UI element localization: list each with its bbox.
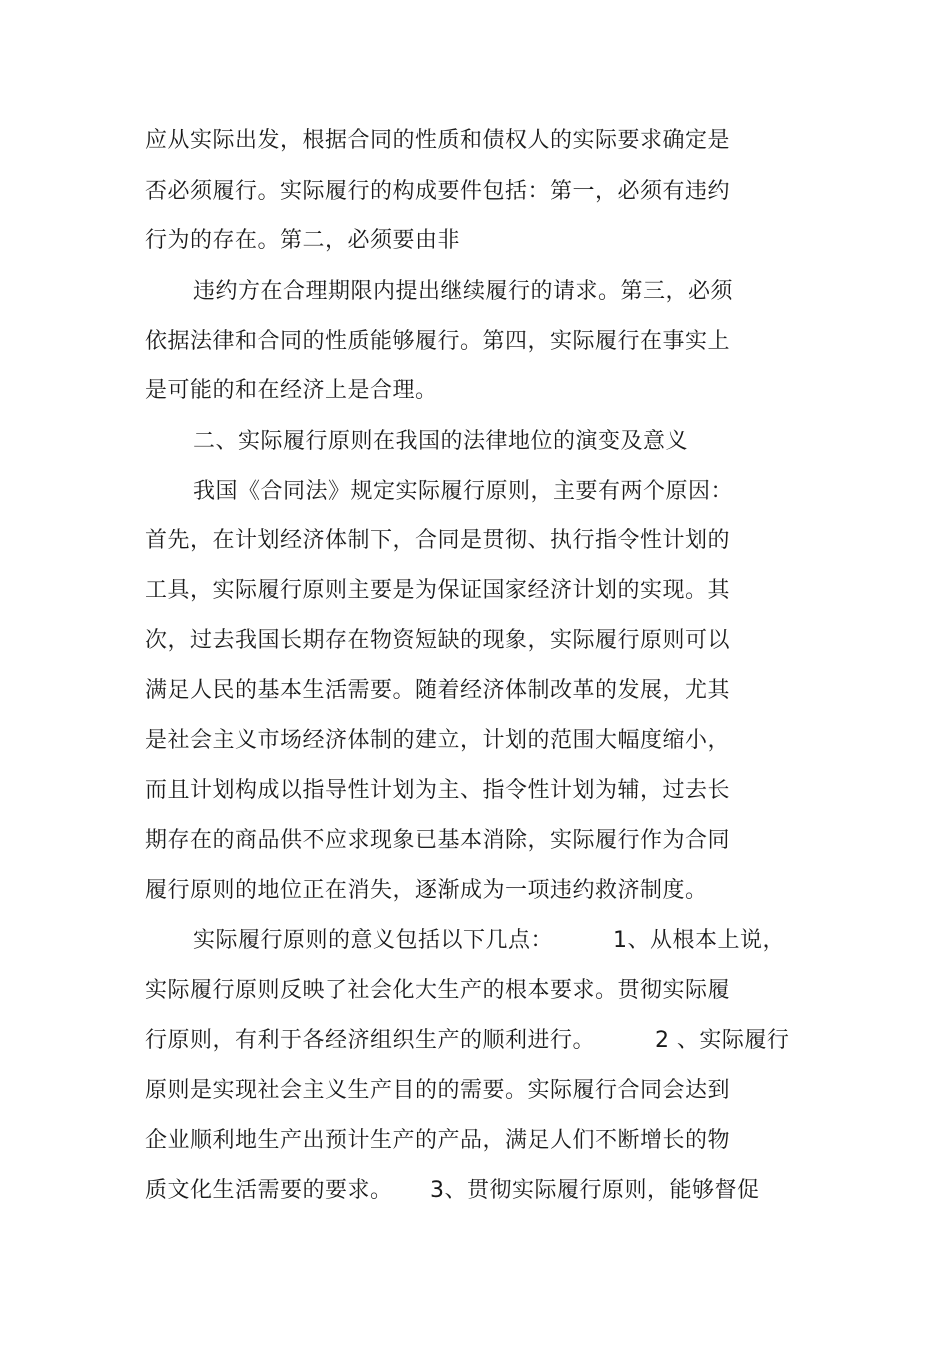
text-line: 期存在的商品供不应求现象已基本消除，实际履行作为合同 [145, 828, 731, 853]
text-line: 首先，在计划经济体制下，合同是贯彻、执行指令性计划的 [145, 528, 731, 553]
text-line: 实际履行原则的意义包括以下几点： 1、从根本上说， [193, 928, 785, 953]
text-line: 满足人民的基本生活需要。随着经济体制改革的发展，尤其 [145, 678, 731, 703]
text-line: 实际履行原则反映了社会化大生产的根本要求。贯彻实际履 [145, 978, 731, 1003]
text-line: 违约方在合理期限内提出继续履行的请求。第三，必须 [193, 279, 734, 304]
text-line: 是社会主义市场经济体制的建立，计划的范围大幅度缩小， [145, 728, 731, 753]
text-line: 而且计划构成以指导性计划为主、指令性计划为辅，过去长 [145, 778, 731, 803]
text-line: 次，过去我国长期存在物资短缺的现象，实际履行原则可以 [145, 628, 731, 653]
section-heading: 二、实际履行原则在我国的法律地位的演变及意义 [193, 429, 689, 454]
text-line: 工具，实际履行原则主要是为保证国家经济计划的实现。其 [145, 578, 731, 603]
text-line: 原则是实现社会主义生产目的的需要。实际履行合同会达到 [145, 1078, 731, 1103]
text-line: 质文化生活需要的要求。 3、贯彻实际履行原则，能够督促 [145, 1178, 760, 1203]
text-line: 企业顺利地生产出预计生产的产品，满足人们不断增长的物 [145, 1128, 731, 1153]
text-line: 我国《合同法》规定实际履行原则，主要有两个原因： [193, 479, 734, 504]
text-line: 行原则，有利于各经济组织生产的顺利进行。 2 、实际履行 [145, 1028, 790, 1053]
text-line: 是可能的和在经济上是合理。 [145, 378, 438, 403]
text-line: 依据法律和合同的性质能够履行。第四，实际履行在事实上 [145, 329, 731, 354]
text-line: 应从实际出发，根据合同的性质和债权人的实际要求确定是 [145, 128, 731, 153]
text-line: 履行原则的地位正在消失，逐渐成为一项违约救济制度。 [145, 878, 708, 903]
text-line: 否必须履行。实际履行的构成要件包括：第一，必须有违约 [145, 179, 731, 204]
text-line: 行为的存在。第二，必须要由非 [145, 228, 461, 253]
